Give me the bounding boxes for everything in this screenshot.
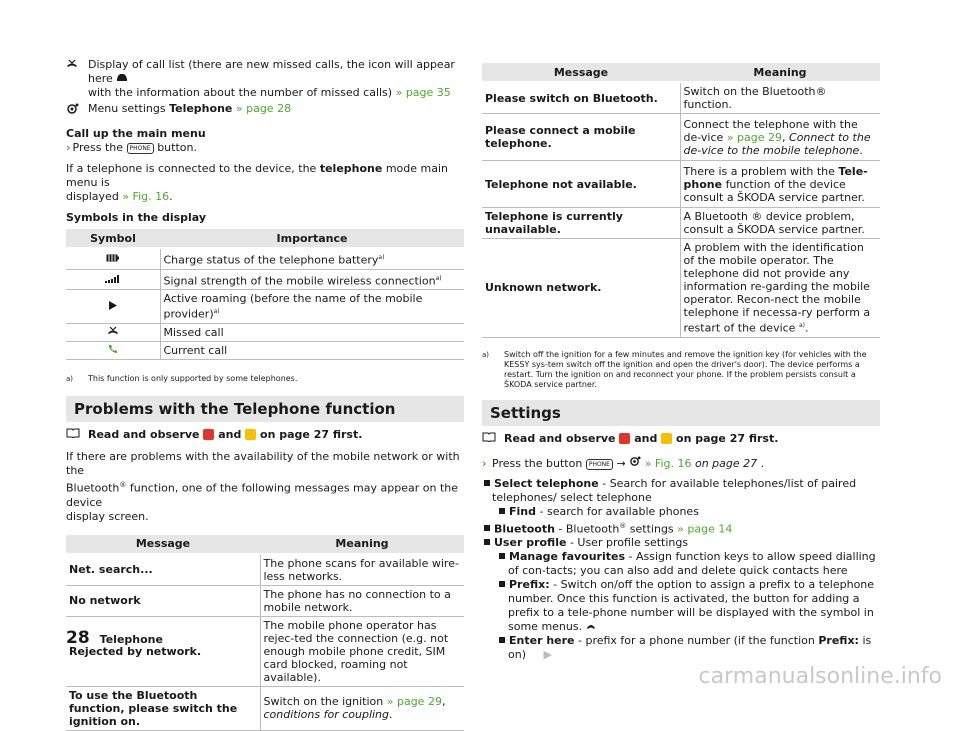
missed-call-icon <box>66 58 88 100</box>
press-suffix: button. <box>157 141 197 154</box>
list-item <box>482 536 880 550</box>
list-item <box>482 550 880 578</box>
bullet-icon <box>499 553 505 559</box>
symbols-cell <box>160 323 464 341</box>
table-row <box>66 616 464 686</box>
item-bold: Prefix: <box>509 578 550 592</box>
registered-mark: ® <box>119 480 127 489</box>
message-cell: Telephone is currently unavailable. <box>482 208 680 239</box>
symbols-cell-text: Active roaming (before the name of the mobile provider) <box>163 292 423 321</box>
connected-text-2: mode main menu is <box>66 162 449 189</box>
table-row <box>66 248 464 269</box>
footnote-mark: a) <box>482 350 490 359</box>
symbols-cell <box>160 269 464 290</box>
step-marker: › <box>66 141 71 154</box>
warning-icon <box>619 433 630 444</box>
symbols-cell <box>160 290 464 324</box>
meaning-end: . <box>389 708 393 722</box>
step-marker: › <box>482 456 487 470</box>
problems-intro <box>66 450 464 524</box>
read-observe-text-2: on page 27 first. <box>260 427 363 441</box>
table-row <box>66 269 464 290</box>
meaning-cell: Connect the telephone with the de-vice » page 29, Connect to the de-vice to the mobile telephone. <box>680 114 880 161</box>
connected-text-3: displayed <box>66 190 119 203</box>
meaning-text: There is a problem with the <box>683 164 835 178</box>
settings-list <box>482 477 880 663</box>
item-bold: Find <box>509 504 536 518</box>
messages-header-message: Message <box>66 535 260 554</box>
problems-intro-2a: Bluetooth <box>66 481 120 495</box>
table-row <box>66 554 464 586</box>
meaning-cell <box>680 161 880 208</box>
footnote-ref: a) <box>435 274 442 282</box>
settings-section-title: Settings <box>482 400 880 426</box>
item-text: - Search for available telephones/list of paired telephones/ select telephone <box>492 476 857 504</box>
item-text: - prefix for a phone number (if the function <box>578 634 815 648</box>
bullet-icon <box>499 508 505 514</box>
item-bold: Manage favourites <box>509 550 626 564</box>
list-item <box>482 477 880 505</box>
meaning-cell: Switch on the Bluetooth® function. <box>680 82 880 114</box>
right-messages-table <box>482 63 880 338</box>
page-29-link[interactable]: » page 29 <box>726 130 783 144</box>
read-observe-and: and <box>634 431 658 445</box>
bullet-icon <box>499 637 505 643</box>
press-end: . <box>760 456 765 470</box>
page-footer <box>66 628 163 648</box>
messages-header-meaning: Meaning <box>260 535 464 554</box>
fig16-link[interactable]: » Fig. 16 <box>644 456 692 470</box>
message-cell: Telephone not available. <box>482 161 680 208</box>
press-italic: on page 27 <box>694 456 758 470</box>
item-bold-2: Prefix: <box>818 634 859 648</box>
message-cell: To use the Bluetooth function, please switch the ignition on. <box>66 686 260 730</box>
connected-bold: telephone <box>319 162 383 175</box>
item-bold: User profile <box>494 536 567 550</box>
symbols-cell-text: Missed call <box>163 325 224 339</box>
read-observe-line <box>66 428 464 442</box>
read-observe-text: Read and observe <box>88 427 200 441</box>
bullet-icon <box>484 539 490 545</box>
page-14-link[interactable]: » page 14 <box>677 522 733 536</box>
footnote-text: Switch off the ignition for a few minutes and remove the ignition key (for vehicles with the KESSY sys-tem switch off the ignition and open the driver's door). The device performs a restart. Turn the ignition on and reconnect your phone. If the problem persists consult a ŠKODA service partner. <box>504 349 867 389</box>
message-cell: Net. search... <box>66 554 260 586</box>
footnote-mark: a) <box>66 374 74 383</box>
meaning-end: . <box>859 143 863 157</box>
book-icon <box>482 432 504 446</box>
table-row <box>482 114 880 161</box>
table-row <box>66 341 464 359</box>
item-text: - Bluetooth <box>558 522 620 536</box>
meaning-cell: Switch on the ignition » page 29, conditions for coupling. <box>260 686 464 730</box>
meaning-text: Switch on the ignition <box>263 695 384 709</box>
problems-section-title: Problems with the Telephone function <box>66 396 464 422</box>
table-row <box>482 208 880 239</box>
table-row <box>66 323 464 341</box>
item-text: - Switch on/off the option to assign a prefix to a telephone number. Once this function is activated, the button for adding a prefix to a tele-phone number will be displayed with the symbol in some menus. <box>508 578 875 634</box>
menu-settings-item <box>66 102 464 119</box>
gear-icon <box>629 457 641 470</box>
item-text-2: settings <box>629 522 674 536</box>
table-row <box>66 686 464 730</box>
right-footnote <box>482 350 880 390</box>
message-cell: Unknown network. <box>482 239 680 338</box>
menu-settings-prefix: Menu settings <box>88 102 166 115</box>
arrow-icon: → <box>616 456 626 470</box>
meaning-end: . <box>804 321 809 335</box>
message-cell: Rejected by network. <box>66 616 260 686</box>
item-bold: Select telephone <box>494 476 599 490</box>
table-row <box>66 290 464 324</box>
missed-calls-text-2: with the information about the number of missed calls) <box>88 86 393 99</box>
item-text-2: is on) <box>508 634 872 662</box>
meaning-text-2: function of the device consult a ŠKODA service partner. <box>683 177 865 204</box>
table-row <box>482 82 880 114</box>
meaning-italic: Connect to the de-vice to the mobile telephone <box>683 130 871 157</box>
symbols-footnote <box>66 374 464 384</box>
symbols-table <box>66 229 464 360</box>
table-row <box>482 239 880 338</box>
message-cell: Please switch on Bluetooth. <box>482 82 680 114</box>
prefix-symbol-icon <box>586 620 596 633</box>
continue-arrow-icon: ▶ <box>543 648 552 662</box>
footnote-ref: a) <box>798 322 805 329</box>
symbols-cell-text: Current call <box>163 343 228 357</box>
gear-icon <box>66 102 88 119</box>
item-bold: Enter here <box>509 634 575 648</box>
bullet-icon <box>499 581 505 587</box>
symbols-cell-text: Charge status of the telephone battery <box>163 253 379 267</box>
battery-icon <box>66 248 160 269</box>
phone-key-icon: PHONE <box>586 459 613 470</box>
missed-calls-item <box>66 58 464 100</box>
item-text: - User profile settings <box>569 536 689 550</box>
book-icon <box>66 428 88 442</box>
table-row <box>482 161 880 208</box>
fig16-link[interactable]: » Fig. 16 <box>122 190 170 203</box>
list-item <box>482 505 880 519</box>
symbols-cell <box>160 341 464 359</box>
press-prefix: Press the <box>72 141 124 154</box>
meaning-cell: The phone has no connection to a mobile network. <box>260 585 464 616</box>
symbols-header-importance: Importance <box>160 229 464 248</box>
symbols-heading: Symbols in the display <box>66 211 207 224</box>
message-cell: No network <box>66 585 260 616</box>
phone-icon <box>66 341 160 359</box>
footnote-ref: a) <box>378 254 385 261</box>
connected-text-1: If a telephone is connected to the device, the <box>66 162 317 175</box>
problems-intro-2b: function, one of the following messages may appear on the device <box>66 481 459 509</box>
press-phone-step <box>66 141 464 155</box>
connected-paragraph <box>66 162 464 204</box>
missed-calls-text: Display of call list (there are new missed calls, the icon will appear here <box>88 58 455 85</box>
right-column <box>482 58 880 662</box>
missed-calls-link[interactable]: » page 35 <box>395 86 451 99</box>
settings-press-step <box>482 456 880 471</box>
symbols-cell <box>160 248 464 269</box>
signal-strength-icon <box>66 269 160 290</box>
right-header-message: Message <box>482 63 680 82</box>
bullet-icon <box>484 525 490 531</box>
message-cell: Please connect a mobile telephone. <box>482 114 680 161</box>
meaning-cell: The mobile phone operator has rejec-ted the connection (e.g. not enough mobile phone credit, SIM card blocked, roaming not available). <box>260 616 464 686</box>
call-main-menu-heading: Call up the main menu <box>66 127 206 140</box>
item-text: - Assign function keys to allow speed dialling of con-tacts; you can also add and delete quick contacts here <box>508 550 876 578</box>
press-prefix: Press the button <box>492 456 583 470</box>
watermark: carmanualsonline.info <box>698 664 942 689</box>
meaning-cell: The phone scans for available wire-less networks. <box>260 554 464 586</box>
right-header-meaning: Meaning <box>680 63 880 82</box>
read-observe-line <box>482 432 880 446</box>
footnote-ref: a) <box>213 308 220 316</box>
menu-settings-link[interactable]: » page 28 <box>235 102 292 115</box>
missed-call-icon <box>66 323 160 341</box>
meaning-bold: Tele-phone <box>683 164 868 191</box>
read-observe-text: Read and observe <box>504 431 616 445</box>
caution-icon <box>245 429 256 440</box>
menu-settings-bold: Telephone <box>169 102 233 115</box>
connected-end: . <box>169 190 173 203</box>
warning-icon <box>203 429 214 440</box>
symbols-cell-text: Signal strength of the mobile wireless connection <box>163 274 436 288</box>
meaning-italic: conditions for coupling <box>263 708 390 722</box>
registered-mark: ® <box>619 521 627 530</box>
roaming-icon <box>66 290 160 324</box>
problems-intro-1: If there are problems with the availability of the mobile network or with the <box>66 449 460 477</box>
meaning-cell: A Bluetooth ® device problem, consult a ŠKODA service partner. <box>680 208 880 239</box>
meaning-text: Connect the telephone with the de-vice <box>683 117 858 144</box>
problems-intro-3: display screen. <box>66 509 149 523</box>
list-item <box>482 578 880 634</box>
table-row <box>66 585 464 616</box>
meaning-text: A problem with the identification of the mobile operator. The telephone did not provide any information re-garding the mobile operator. Recon-nect the mobile telephone if necessa-ry perform a restart of the device <box>683 241 871 335</box>
footnote-text: This function is only supported by some telephones. <box>88 373 298 383</box>
bullet-icon <box>484 480 490 486</box>
meaning-cell <box>680 239 880 338</box>
page-29-link[interactable]: » page 29 <box>386 695 442 709</box>
list-item <box>482 519 880 537</box>
phone-key-icon: PHONE <box>127 143 154 154</box>
read-observe-text-2: on page 27 first. <box>676 431 779 445</box>
item-text: - search for available phones <box>539 504 699 518</box>
page-title: Telephone <box>99 633 163 646</box>
item-bold: Bluetooth <box>494 522 555 536</box>
list-item <box>482 634 880 662</box>
read-observe-and: and <box>218 427 242 441</box>
caution-icon <box>661 433 672 444</box>
car-icon <box>116 72 128 85</box>
symbols-header-symbol: Symbol <box>66 229 160 248</box>
page-number: 28 <box>66 628 90 648</box>
